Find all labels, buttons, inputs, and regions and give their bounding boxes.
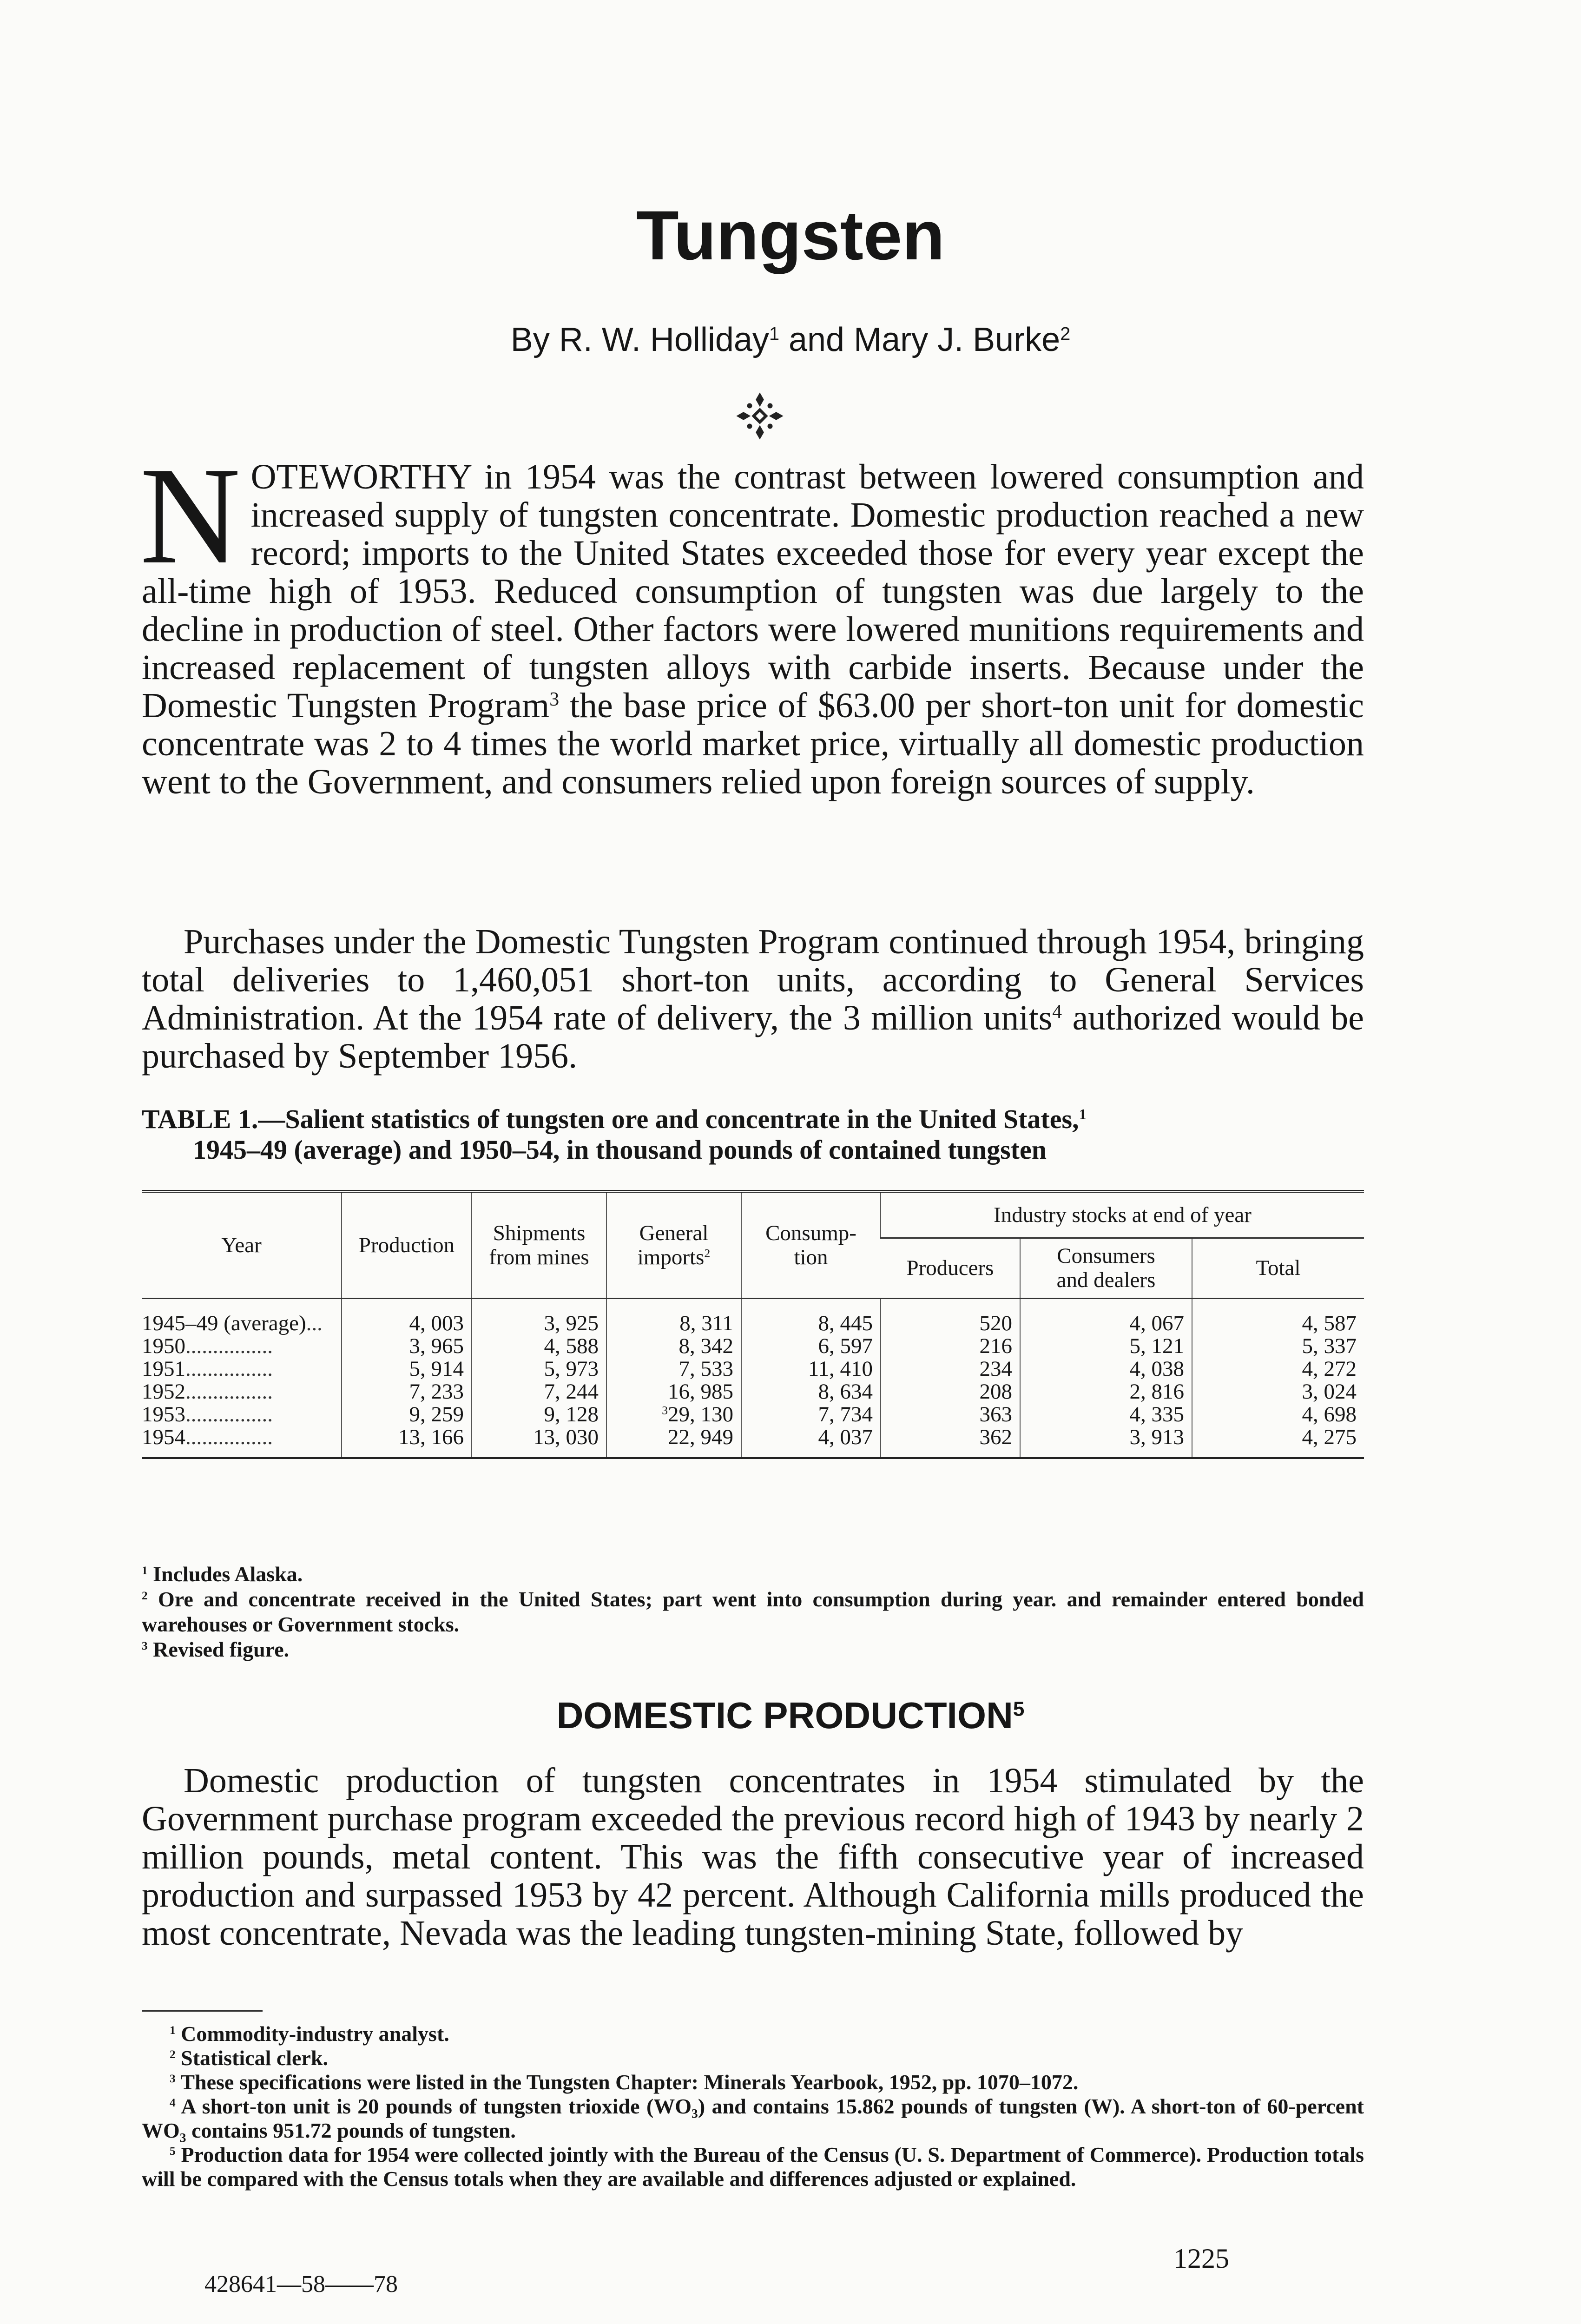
footnote-number: 3 — [170, 2072, 176, 2085]
cell-production: 7, 233 — [342, 1380, 472, 1403]
year-label: 1952 — [142, 1379, 185, 1404]
footnote-text: These specifications were listed in the Tungsten Chapter: Minerals Yearbook, 1952, pp. 1070–1072. — [175, 2070, 1079, 2094]
dot-leader: ................ — [185, 1402, 273, 1426]
byline-author-1: By R. W. Holliday — [510, 321, 769, 358]
cell-producers: 362 — [881, 1426, 1020, 1458]
intro-paragraph — [140, 438, 1364, 801]
footnote-number: 2 — [142, 1589, 148, 1602]
year-label: 1950 — [142, 1334, 185, 1358]
section-heading-text: DOMESTIC PRODUCTION — [556, 1695, 1013, 1736]
table-footnote — [142, 1587, 1364, 1637]
table-row — [142, 1298, 1364, 1335]
cell-production: 4, 003 — [342, 1298, 472, 1335]
header-line: General — [639, 1221, 709, 1245]
page-footnote — [142, 2022, 1364, 2046]
cell-consumption: 8, 445 — [741, 1298, 881, 1335]
footnote-text: Production data for 1954 were collected jointly with the Bureau of the Census (U. S. Department of Commerce). Production totals will be compared with the Census totals when they are available and differences adjusted or explained. — [142, 2143, 1364, 2191]
footnote-text: Revised figure. — [147, 1637, 290, 1661]
cell-shipments: 13, 030 — [472, 1426, 606, 1458]
page-footnote — [142, 2070, 1364, 2094]
diamond-ornament-icon — [734, 390, 785, 442]
caption-line-1: TABLE 1.—Salient statistics of tungsten ore and concentrate in the United States, — [142, 1104, 1079, 1134]
drop-cap: N — [140, 438, 241, 593]
footnote-ref: 2 — [1060, 324, 1071, 344]
cell-imports — [606, 1358, 741, 1380]
cell-consumers: 4, 067 — [1020, 1298, 1192, 1335]
footnote-text: A short-ton unit is 20 pounds of tungsten trioxide (WO₃) and contains 15.862 pounds of tungsten (W). A short-ton of 60-percent WO₃ contains 951.72 pounds of tungsten. — [142, 2094, 1364, 2142]
cell-consumers: 3, 913 — [1020, 1426, 1192, 1458]
purchases-text-b: authorized would be purchased by September 1956. — [142, 998, 1364, 1076]
footnote-divider — [142, 2010, 263, 2012]
col-header-production: Production — [342, 1191, 472, 1298]
page-footnote — [142, 2046, 1364, 2070]
intro-text-b: the base price of $63.00 per short-ton unit for domestic concentrate was 2 to 4 times the world market price, virtually all domestic production went to the Government, and consumers relied upon foreign sources of supply. — [142, 686, 1364, 801]
page-number: 1225 — [1173, 2243, 1229, 2274]
cell-consumers: 2, 816 — [1020, 1380, 1192, 1403]
cell-year — [142, 1426, 342, 1458]
cell-year — [142, 1298, 342, 1335]
cell-shipments: 5, 973 — [472, 1358, 606, 1380]
dot-leader: ................ — [185, 1425, 273, 1449]
cell-shipments: 9, 128 — [472, 1403, 606, 1426]
imports-value: 7, 533 — [679, 1356, 733, 1381]
footnote-ref: 1 — [769, 324, 779, 344]
salient-statistics-table — [142, 1190, 1364, 1459]
article-title: Tungsten — [636, 196, 945, 274]
cell-imports — [606, 1298, 741, 1335]
dot-leader: ................ — [185, 1379, 273, 1404]
year-label: 1953 — [142, 1402, 185, 1426]
header-line: Consumers — [1057, 1244, 1155, 1268]
cell-producers: 234 — [881, 1358, 1020, 1380]
cell-consumption: 4, 037 — [741, 1426, 881, 1458]
cell-imports — [606, 1403, 741, 1426]
cell-consumers: 4, 335 — [1020, 1403, 1192, 1426]
cell-total: 3, 024 — [1192, 1380, 1364, 1403]
footnote-text: Ore and concentrate received in the United States; part went into consumption during year. and remainder entered bonded warehouses or Government stocks. — [142, 1587, 1364, 1636]
footnote-ref: 4 — [1052, 1001, 1062, 1023]
table-row — [142, 1426, 1364, 1458]
col-header-producers: Producers — [881, 1238, 1020, 1298]
cell-consumption: 8, 634 — [741, 1380, 881, 1403]
cell-year — [142, 1335, 342, 1358]
col-header-year: Year — [142, 1191, 342, 1298]
table-row — [142, 1335, 1364, 1358]
page-footnote — [142, 2094, 1364, 2143]
col-header-shipments — [472, 1191, 606, 1298]
cell-production: 5, 914 — [342, 1358, 472, 1380]
table-row — [142, 1358, 1364, 1380]
dot-leader: ................ — [185, 1356, 273, 1381]
cell-total: 5, 337 — [1192, 1335, 1364, 1358]
footnote-ref: 2 — [704, 1246, 711, 1260]
footnote-ref: 3 — [549, 688, 560, 710]
dot-leader: ................ — [185, 1334, 273, 1358]
table-caption — [142, 1104, 1364, 1165]
footnote-number: 3 — [142, 1639, 148, 1652]
cell-year — [142, 1358, 342, 1380]
purchases-text-a: Purchases under the Domestic Tungsten Program continued through 1954, bringing total deliveries to 1,460,051 short-ton units, according to General Services Administration. At the 1954 rate of delivery, the 3 million units — [142, 922, 1364, 1037]
byline — [0, 321, 1581, 359]
header-line: from mines — [489, 1245, 589, 1269]
cell-shipments: 4, 588 — [472, 1335, 606, 1358]
imports-value: 8, 342 — [679, 1334, 733, 1358]
cell-imports — [606, 1380, 741, 1403]
imports-value: 16, 985 — [668, 1379, 733, 1404]
cell-year — [142, 1403, 342, 1426]
footnote-number: 1 — [170, 2023, 176, 2037]
footnote-text: Statistical clerk. — [175, 2046, 328, 2070]
imports-value: 22, 949 — [668, 1425, 733, 1449]
year-label: 1951 — [142, 1356, 185, 1381]
cell-consumption: 7, 734 — [741, 1403, 881, 1426]
year-label: 1954 — [142, 1425, 185, 1449]
cell-imports — [606, 1426, 741, 1458]
table-footnote — [142, 1637, 1364, 1662]
footnote-ref: 5 — [1013, 1697, 1025, 1721]
cell-producers: 216 — [881, 1335, 1020, 1358]
domestic-production-paragraph: Domestic production of tungsten concentrates in 1954 stimulated by the Government purchase program exceeded the previous record high of 1943 by nearly 2 million pounds, metal content. This was the fifth consecutive year of increased production and surpassed 1953 by 42 percent. Although California mills produced the most concentrate, Nevada was the leading tungsten-mining State, followed by — [142, 1761, 1364, 1953]
section-heading — [0, 1694, 1581, 1737]
table-row — [142, 1380, 1364, 1403]
dot-leader: ... — [306, 1311, 323, 1335]
cell-producers: 520 — [881, 1298, 1020, 1335]
cell-consumption: 6, 597 — [741, 1335, 881, 1358]
cell-year — [142, 1380, 342, 1403]
cell-production: 9, 259 — [342, 1403, 472, 1426]
caption-line-2: 1945–49 (average) and 1950–54, in thousand pounds of contained tungsten — [193, 1135, 1047, 1165]
col-header-consumption — [741, 1191, 881, 1298]
cell-consumption: 11, 410 — [741, 1358, 881, 1380]
footnote-text: Includes Alaska. — [147, 1562, 303, 1586]
col-header-total: Total — [1192, 1238, 1364, 1298]
footnote-ref: 1 — [1079, 1106, 1087, 1122]
cell-production: 3, 965 — [342, 1335, 472, 1358]
col-header-stocks-group: Industry stocks at end of year — [881, 1191, 1364, 1238]
footnote-text: Commodity-industry analyst. — [175, 2022, 449, 2046]
table-footnotes — [142, 1562, 1364, 1662]
footnote-number: 2 — [170, 2047, 176, 2061]
col-header-imports — [606, 1191, 741, 1298]
footnote-number: 5 — [170, 2144, 176, 2158]
table-row — [142, 1403, 1364, 1426]
footnote-number: 1 — [142, 1564, 148, 1577]
cell-total: 4, 698 — [1192, 1403, 1364, 1426]
page-footnote — [142, 2143, 1364, 2191]
intro-text-a: OTEWORTHY in 1954 was the contrast between lowered consumption and increased supply of tungsten concentrate. Domestic production reached a new record; imports to the United States exceeded those for every year except the all-time high of 1953. Reduced consumption of tungsten was due largely to the decline in production of steel. Other factors were lowered munitions requirements and increased replacement of tungsten alloys with carbide inserts. Because under the Domestic Tungsten Program — [142, 457, 1364, 725]
col-header-consumers — [1020, 1238, 1192, 1298]
footnote-number: 4 — [170, 2096, 176, 2109]
table-footnote — [142, 1562, 1364, 1587]
cell-producers: 363 — [881, 1403, 1020, 1426]
cell-shipments: 3, 925 — [472, 1298, 606, 1335]
imports-value: 8, 311 — [679, 1311, 733, 1335]
cell-producers: 208 — [881, 1380, 1020, 1403]
page-footnotes — [142, 2022, 1364, 2191]
header-line: and dealers — [1056, 1268, 1156, 1292]
imports-value: 29, 130 — [668, 1402, 733, 1426]
header-line: tion — [794, 1245, 828, 1269]
cell-production: 13, 166 — [342, 1426, 472, 1458]
cell-total: 4, 272 — [1192, 1358, 1364, 1380]
cell-shipments: 7, 244 — [472, 1380, 606, 1403]
cell-total: 4, 275 — [1192, 1426, 1364, 1458]
cell-imports — [606, 1335, 741, 1358]
print-code: 428641—58——78 — [204, 2271, 398, 2298]
header-line: imports — [637, 1245, 705, 1269]
byline-author-2: and Mary J. Burke — [779, 321, 1061, 358]
purchases-paragraph — [142, 923, 1364, 1075]
cell-total: 4, 587 — [1192, 1298, 1364, 1335]
cell-consumers: 4, 038 — [1020, 1358, 1192, 1380]
year-label: 1945–49 (average) — [142, 1311, 306, 1335]
footnote-ref: 3 — [662, 1403, 668, 1417]
header-line: Consump- — [765, 1221, 856, 1245]
header-line: Shipments — [493, 1221, 586, 1245]
cell-consumers: 5, 121 — [1020, 1335, 1192, 1358]
